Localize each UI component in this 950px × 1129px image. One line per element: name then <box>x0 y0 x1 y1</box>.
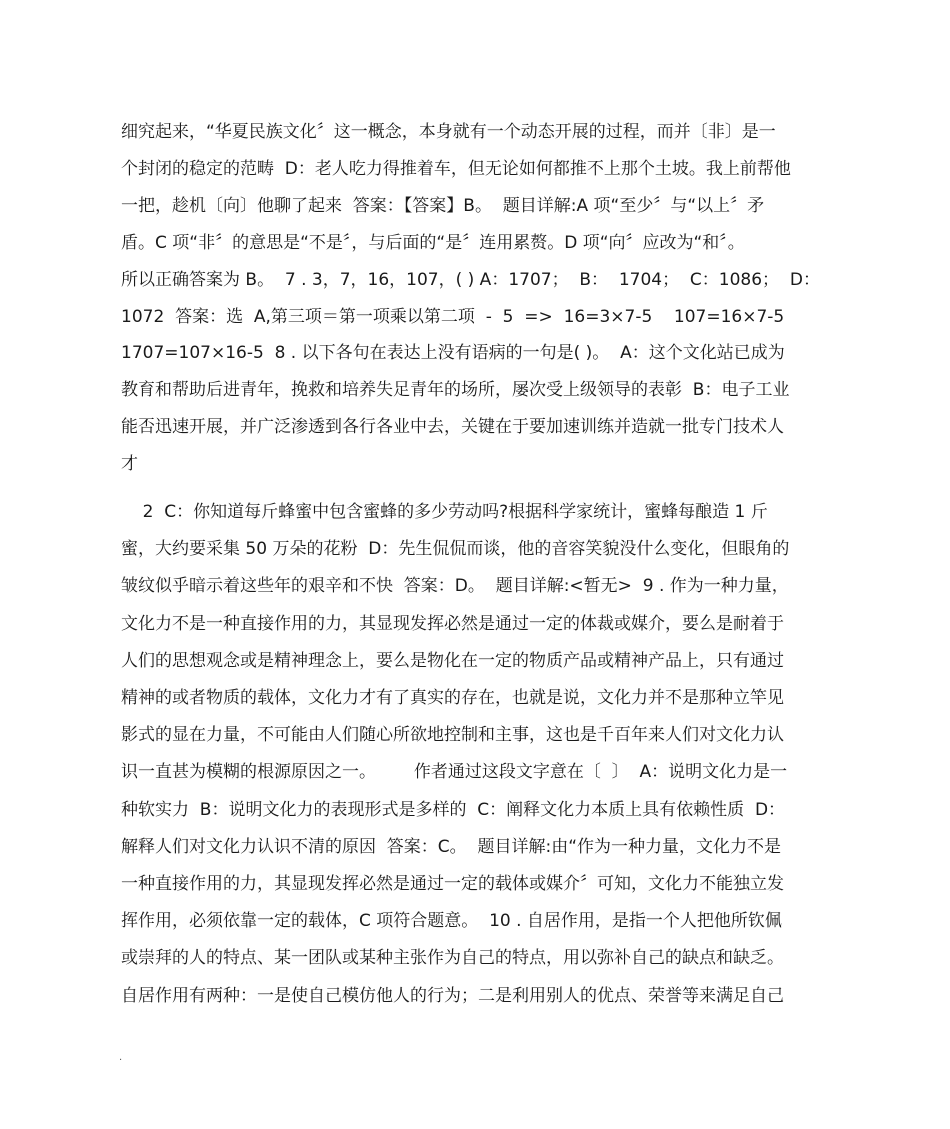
text-line: 一把，趁机〔向〕他聊了起来 答案：【答案】B。 题目详解:A 项“至少〞与“以上〞矛 <box>121 195 765 216</box>
text-line: 个封闭的稳定的范畴 D：老人吃力得推着车，但无论如何都推不上那个土坡。我上前帮他 <box>121 158 791 179</box>
text-line: 解释人们对文化力认识不清的原因 答案：C。 题目详解:由“作为一种力量，文化力不是 <box>121 836 782 857</box>
text-line: 皱纹似乎暗示着这些年的艰辛和不快 答案：D。 题目详解:<暂无> 9 . 作为一种力量， <box>121 576 789 597</box>
text-line: 人们的思想观念或是精神理念上，要么是物化在一定的物质产品或精神产品上，只有通过 <box>121 650 784 671</box>
text-line: 1707=107×16-5 8 . 以下各句在表达上没有语病的一句是( )。 A：这个文化站已成为 <box>121 343 785 364</box>
text-line: 或崇拜的人的特点、某一团队或某种主张作为自己的特点，用以弥补自己的缺点和缺乏。 <box>121 948 784 969</box>
text-line: 教育和帮助后进青年，挽救和培养失足青年的场所，屡次受上级领导的表彰 B：电子工业 <box>121 380 790 401</box>
text-line: 自居作用有两种：一是使自己模仿他人的行为；二是利用别人的优点、荣誉等来满足自己 <box>121 985 784 1006</box>
text-line: 能否迅速开展，并广泛渗透到各行各业中去，关键在于要加速训练并造就一批专门技术人 <box>121 417 784 438</box>
text-line: 才 <box>121 454 138 475</box>
text-line: 细究起来，“华夏民族文化〞这一概念，本身就有一个动态开展的过程，而并〔非〕是一 <box>121 122 776 142</box>
text-line: 所以正确答案为 B。 7 . 3，7，16，107，( ) A：1707； B： 1704； C：1086； D： <box>121 269 820 290</box>
text-line: 文化力不是一种直接作用的力，其显现发挥必然是通过一定的体裁或媒介，要么是耐着于 <box>121 613 784 634</box>
text-line: 一种直接作用的力，其显现发挥必然是通过一定的载体或媒介〞可知，文化力不能独立发 <box>121 874 784 894</box>
text-line: 1072 答案：选 A,第三项＝第一项乘以第二项 - 5 => 16=3×7-5 107=16×7-5 <box>121 306 785 327</box>
text-line: 2 C：你知道每斤蜂蜜中包含蜜蜂的多少劳动吗?根据科学家统计，蜜蜂每酿造 1 斤 <box>121 502 768 522</box>
page-footer-mark: . <box>119 1052 123 1063</box>
text-line: 精神的或者物质的载体，文化力才有了真实的存在，也就是说，文化力并不是那种立竿见 <box>121 688 784 708</box>
text-line: 种软实力 B：说明文化力的表现形式是多样的 C：阐释文化力本质上具有依赖性质 D： <box>121 799 786 820</box>
text-line: 蜜，大约要采集 50 万朵的花粉 D：先生侃侃而谈，他的音容笑貌没什么变化，但眼角的 <box>121 539 790 560</box>
text-line: 挥作用，必须依靠一定的载体，C 项符合题意。 10 . 自居作用，是指一个人把他所钦佩 <box>121 911 782 932</box>
text-line: 盾。C 项“非〞的意思是“不是〞，与后面的“是〞连用累赘。D 项“向〞应改为“和〞。 <box>121 232 745 253</box>
text-line: 识一直甚为模糊的根源原因之一。 作者通过这段文字意在〔 〕 A：说明文化力是一 <box>121 762 788 783</box>
text-line: 影式的显在力量，不可能由人们随心所欲地控制和主事，这也是千百年来人们对文化力认 <box>121 725 784 746</box>
